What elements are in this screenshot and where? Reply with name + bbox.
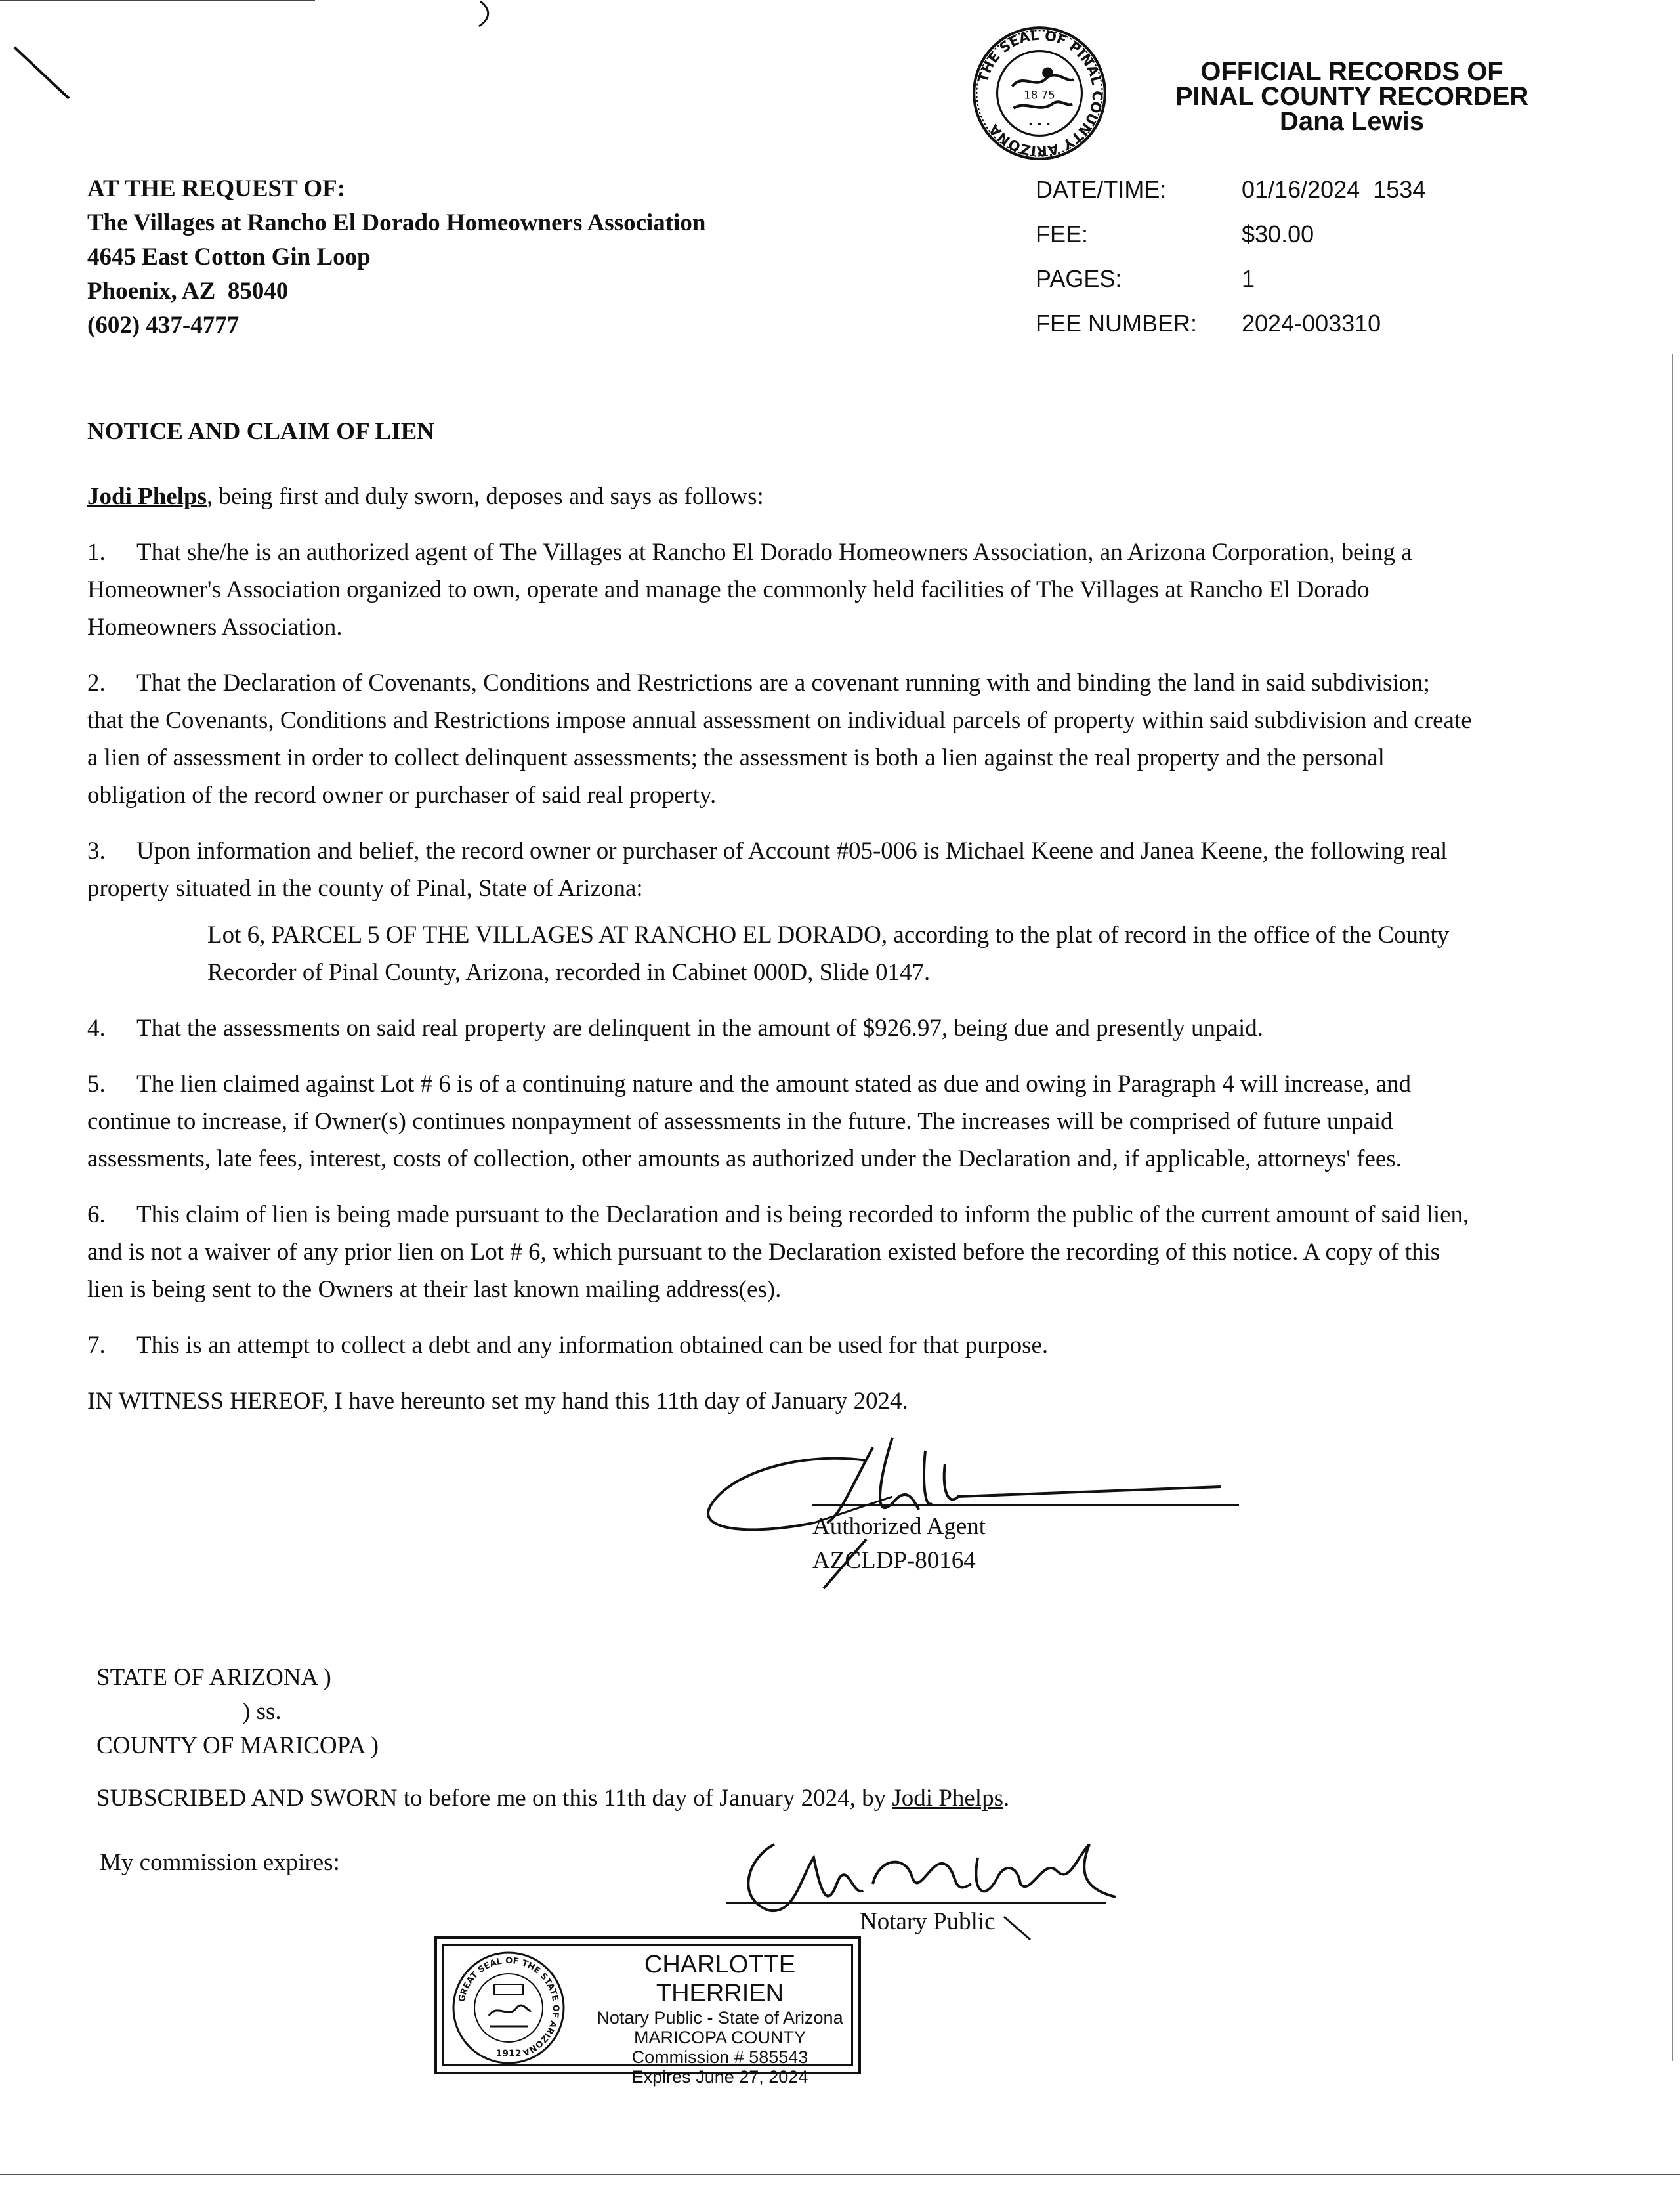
recorder-line2: PINAL COUNTY RECORDER <box>1175 82 1529 111</box>
notary-commission: Commission # 585543 <box>631 2047 808 2067</box>
jurat-affiant-name: Jodi Phelps <box>892 1785 1003 1812</box>
jurat-text: SUBSCRIBED AND SWORN to before me on this 11th day of January 2024, by <box>96 1785 892 1812</box>
signature-line <box>812 1504 1239 1506</box>
recorder-line1: OFFICIAL RECORDS OF <box>1200 57 1503 86</box>
paragraph-number: 1. <box>87 539 106 566</box>
notary-public-label: Notary Public <box>860 1908 996 1935</box>
recording-row-fee <box>1036 221 1425 265</box>
paragraph-4 <box>87 1010 1472 1047</box>
agent-license: AZCLDP-80164 <box>812 1547 976 1574</box>
agent-signature-block <box>812 1510 986 1578</box>
notary-signature-line <box>726 1902 1106 1904</box>
paragraph-2 <box>87 664 1472 814</box>
notary-expiration: Expires June 27, 2024 <box>631 2067 808 2087</box>
venue-ss: ) ss. <box>242 1698 282 1725</box>
county-seal-icon <box>971 25 1108 161</box>
paragraph-number: 3. <box>87 838 106 864</box>
paragraph-5 <box>87 1065 1472 1178</box>
recording-value: 2024-003310 <box>1242 310 1381 337</box>
notary-venue <box>96 1661 379 1763</box>
paragraph-7 <box>87 1327 1472 1364</box>
paragraph-3 <box>87 832 1472 907</box>
notary-name: CHARLOTTE THERRIEN <box>644 1951 796 2007</box>
recording-value: 1 <box>1242 265 1255 292</box>
commission-label: My commission expires: <box>100 1849 340 1876</box>
requester-phone: (602) 437-4777 <box>87 312 240 339</box>
requester-name: The Villages at Rancho El Dorado Homeowners Association <box>87 209 706 236</box>
svg-text:1912: 1912 <box>495 2049 522 2059</box>
recorder-name: Dana Lewis <box>1279 107 1425 136</box>
paragraph-text: The lien claimed against Lot # 6 is of a continuing nature and the amount stated as due and owing in Paragraph 4 will increase, and continue to increase, if Owner(s) continues nonpayment of assessments in the future. The increases will be comprised of future unpaid assessments, late fees, interest, costs of collection, other amounts as authorized under the Declaration and, if applicable, attorneys' fees. <box>87 1071 1411 1172</box>
paragraph-number: 6. <box>87 1201 106 1228</box>
paragraph-number: 7. <box>87 1332 106 1359</box>
intro-text: , being first and duly sworn, deposes and says as follows: <box>206 483 764 510</box>
scan-artifact-line <box>1672 354 1673 2061</box>
scan-artifact-line <box>0 2174 1680 2175</box>
agent-title: Authorized Agent <box>812 1513 986 1540</box>
notary-title: Notary Public - State of Arizona <box>597 2008 843 2028</box>
jurat-statement <box>96 1784 1009 1812</box>
paragraph-number: 2. <box>87 670 106 696</box>
notary-stamp <box>434 1936 861 2087</box>
svg-text:GREAT SEAL OF THE STATE OF ARI: GREAT SEAL OF THE STATE OF ARIZONA <box>457 1955 561 2058</box>
requester-block <box>87 172 706 343</box>
paragraph-text: That the Declaration of Covenants, Conditions and Restrictions are a covenant running with and binding the land in said subdivision; that the Covenants, Conditions and Restrictions impose annual assessment on individual parcels of property within said subdivision and create a lien of assessment in order to collect delinquent assessments; the assessment is both a lien against the real property and the personal obligation of the record owner or purchaser of said real property. <box>87 670 1472 809</box>
recording-label: FEE NUMBER: <box>1036 310 1198 337</box>
scan-artifact-line <box>0 0 315 1</box>
recording-row-datetime <box>1036 176 1425 221</box>
intro-paragraph <box>87 478 1472 515</box>
paragraph-6 <box>87 1196 1472 1308</box>
paragraph-1 <box>87 534 1472 646</box>
document-body <box>87 478 1472 1438</box>
recording-value: 01/16/2024 1534 <box>1242 176 1426 203</box>
paragraph-number: 5. <box>87 1071 106 1098</box>
recording-info <box>1036 176 1425 354</box>
scan-mark <box>7 39 85 112</box>
venue-state: STATE OF ARIZONA ) <box>96 1664 331 1691</box>
svg-text:18 75: 18 75 <box>1024 89 1055 102</box>
arizona-state-seal-icon <box>451 1950 566 2066</box>
paragraph-text: That she/he is an authorized agent of The Villages at Rancho El Dorado Homeowners Association, an Arizona Corporation, being a Homeowner's Association organized to own, operate and manage the commonly held facilities of The Villages at Rancho El Dorado Homeowners Association. <box>87 539 1412 641</box>
scan-mark <box>466 0 505 33</box>
document-title: NOTICE AND CLAIM OF LIEN <box>87 418 435 445</box>
notary-stamp-text <box>585 1950 854 2087</box>
notary-county: MARICOPA COUNTY <box>633 2028 807 2047</box>
recording-value: $30.00 <box>1242 221 1314 247</box>
jurat-end: . <box>1003 1785 1010 1812</box>
svg-text:• • •: • • • <box>1028 119 1051 130</box>
requester-city: Phoenix, AZ 85040 <box>87 278 289 305</box>
paragraph-text: This is an attempt to collect a debt and any information obtained can be used for that purpose. <box>136 1332 1049 1359</box>
venue-county: COUNTY OF MARICOPA ) <box>96 1732 379 1759</box>
recording-label: DATE/TIME: <box>1036 176 1167 203</box>
requester-heading: AT THE REQUEST OF: <box>87 175 346 202</box>
recording-row-fee-number <box>1036 310 1425 354</box>
recording-label: PAGES: <box>1036 265 1122 292</box>
svg-text:THE SEAL OF PINAL COUNTY ARIZO: THE SEAL OF PINAL COUNTY ARIZONA <box>975 27 1106 160</box>
witness-statement: IN WITNESS HEREOF, I have hereunto set my hand this 11th day of January 2024. <box>87 1388 908 1415</box>
legal-description: Lot 6, PARCEL 5 OF THE VILLAGES AT RANCHO EL DORADO, according to the plat of record in the office of the County Recorder of Pinal County, Arizona, recorded in Cabinet 000D, Slide 0147. <box>207 922 1450 986</box>
recorder-heading <box>1155 59 1549 134</box>
recording-row-pages <box>1036 265 1425 310</box>
notary-stamp-border <box>442 1944 853 2087</box>
paragraph-text: That the assessments on said real property are delinquent in the amount of $926.97, being due and presently unpaid. <box>136 1015 1263 1042</box>
paragraph-text: This claim of lien is being made pursuant to the Declaration and is being recorded to inform the public of the current amount of said lien, and is not a waiver of any prior lien on Lot # 6, which pursuant to the Declaration existed before the recording of this notice. A copy of this lien is being sent to the Owners at their last known mailing address(es). <box>87 1201 1469 1303</box>
affiant-name: Jodi Phelps <box>87 483 207 510</box>
requester-street: 4645 East Cotton Gin Loop <box>87 244 371 270</box>
recording-label: FEE: <box>1036 221 1089 247</box>
paragraph-number: 4. <box>87 1015 106 1042</box>
paragraph-text: Upon information and belief, the record owner or purchaser of Account #05-006 is Michael Keene and Janea Keene, the following real property situated in the county of Pinal, State of Arizona: <box>87 838 1448 902</box>
